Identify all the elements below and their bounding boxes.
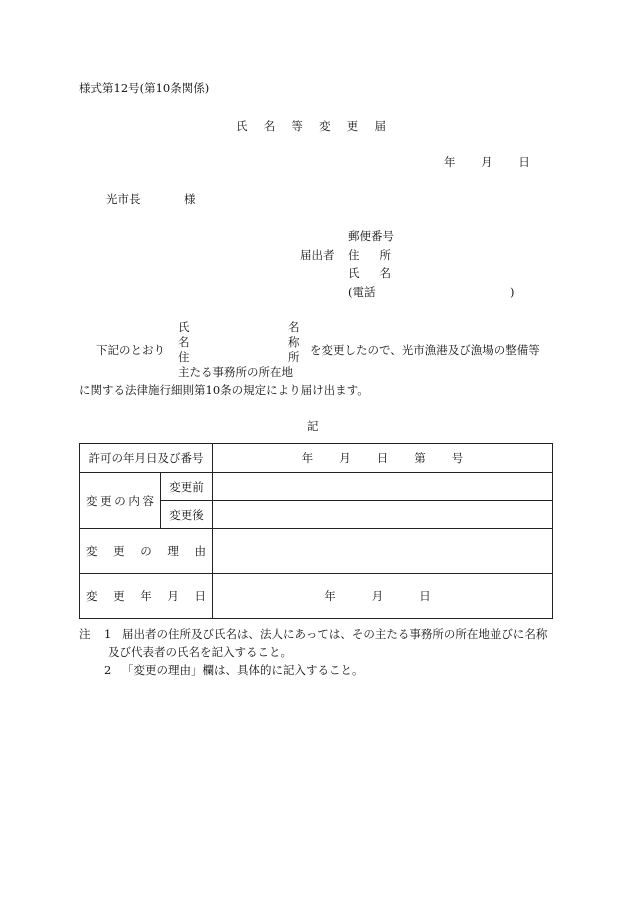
label-char: 更	[113, 589, 125, 603]
title-char: 等	[291, 119, 303, 133]
name-char: 氏	[348, 266, 360, 280]
bracket-right-2: 称	[288, 335, 300, 349]
name-char: 名	[379, 266, 391, 280]
applicant-label: 届出者	[300, 248, 335, 262]
date-year: 年	[444, 155, 456, 169]
address-label	[348, 250, 391, 262]
permit-month: 月	[339, 451, 351, 465]
permit-year: 年	[301, 451, 314, 465]
addressee-name: 光市長	[106, 192, 141, 206]
bracket-left-3: 住	[178, 350, 190, 364]
note-1-number: 1	[104, 627, 112, 641]
ki-heading: 記	[307, 419, 319, 433]
change-date-value[interactable]	[213, 574, 553, 619]
change-content-label	[80, 473, 161, 529]
title-char: 更	[346, 119, 359, 133]
address-char: 所	[379, 248, 391, 262]
permit-label: 許可の年月日及び番号	[80, 444, 213, 473]
permit-number-suffix: 号	[451, 451, 464, 465]
reason-label-chars	[80, 543, 212, 559]
change-month: 月	[371, 589, 384, 603]
note-1-line2: 及び代表者の氏名を記入すること。	[108, 645, 292, 659]
reason-row	[80, 529, 553, 574]
label-char: 理	[167, 544, 179, 558]
permit-row	[80, 444, 553, 473]
bracket-right-3: 所	[288, 350, 300, 364]
form-number: 様式第12号(第10条関係)	[79, 81, 210, 95]
postal-code-label: 郵便番号	[348, 229, 394, 243]
after-label: 変更後	[161, 501, 213, 529]
after-value[interactable]	[213, 501, 553, 529]
bracket-bottom: 主たる事務所の所在地	[178, 365, 293, 379]
phone-close: )	[510, 285, 515, 299]
before-value[interactable]	[213, 473, 553, 501]
document-title	[236, 121, 386, 133]
label-char: 変	[86, 589, 98, 603]
note-2-text: 「変更の理由」欄は、具体的に記入すること。	[122, 663, 364, 677]
label-char: 更	[100, 493, 112, 508]
notes-prefix: 注	[79, 627, 91, 641]
change-before-row	[80, 473, 553, 501]
submission-date	[444, 157, 530, 169]
addressee-honorific: 様	[184, 192, 196, 206]
label-char: 変	[86, 493, 98, 508]
title-char: 氏	[236, 119, 248, 133]
permit-value-fields	[213, 450, 552, 466]
date-day: 日	[518, 155, 530, 169]
label-char: 年	[140, 589, 152, 603]
title-char: 変	[319, 119, 331, 133]
note-1-line1: 届出者の住所及び氏名は、法人にあっては、その主たる事務所の所在地並びに名称	[122, 627, 548, 641]
label-char: 更	[113, 544, 125, 558]
title-char: 名	[263, 119, 276, 133]
label-char: 日	[194, 589, 206, 603]
change-date-label-chars	[80, 588, 212, 604]
change-date-label	[80, 574, 213, 619]
bracket-left-1: 氏	[178, 320, 190, 334]
permit-day: 日	[376, 451, 389, 465]
label-char: 内	[128, 493, 140, 508]
change-content-label-chars	[80, 493, 160, 509]
reason-value[interactable]	[213, 529, 553, 574]
bracket-left-2: 名	[178, 335, 190, 349]
change-year: 年	[324, 589, 336, 603]
body-after: を変更したので、光市漁港及び漁場の整備等	[310, 343, 540, 357]
change-date-fields	[213, 588, 552, 604]
label-char: 月	[167, 589, 179, 603]
title-char: 届	[374, 119, 386, 133]
before-label: 変更前	[161, 473, 213, 501]
bracket-right-1: 名	[288, 320, 300, 334]
date-month: 月	[481, 155, 493, 169]
label-char: 容	[142, 493, 154, 508]
label-char: の	[114, 493, 126, 508]
change-day: 日	[419, 589, 431, 603]
change-form-table	[79, 443, 553, 619]
label-char: の	[140, 544, 152, 558]
label-char: 変	[86, 544, 98, 558]
change-date-row	[80, 574, 553, 619]
reason-label	[80, 529, 213, 574]
label-char: 由	[194, 544, 206, 558]
name-label	[348, 268, 391, 280]
body-line2: に関する法律施行細則第10条の規定により届け出ます。	[79, 383, 369, 397]
note-2-number: 2	[104, 663, 112, 677]
permit-value[interactable]	[213, 444, 553, 473]
address-char: 住	[348, 248, 360, 262]
body-lead: 下記のとおり	[96, 343, 165, 357]
phone-label: (電話	[348, 285, 376, 299]
permit-number-prefix: 第	[414, 451, 426, 465]
